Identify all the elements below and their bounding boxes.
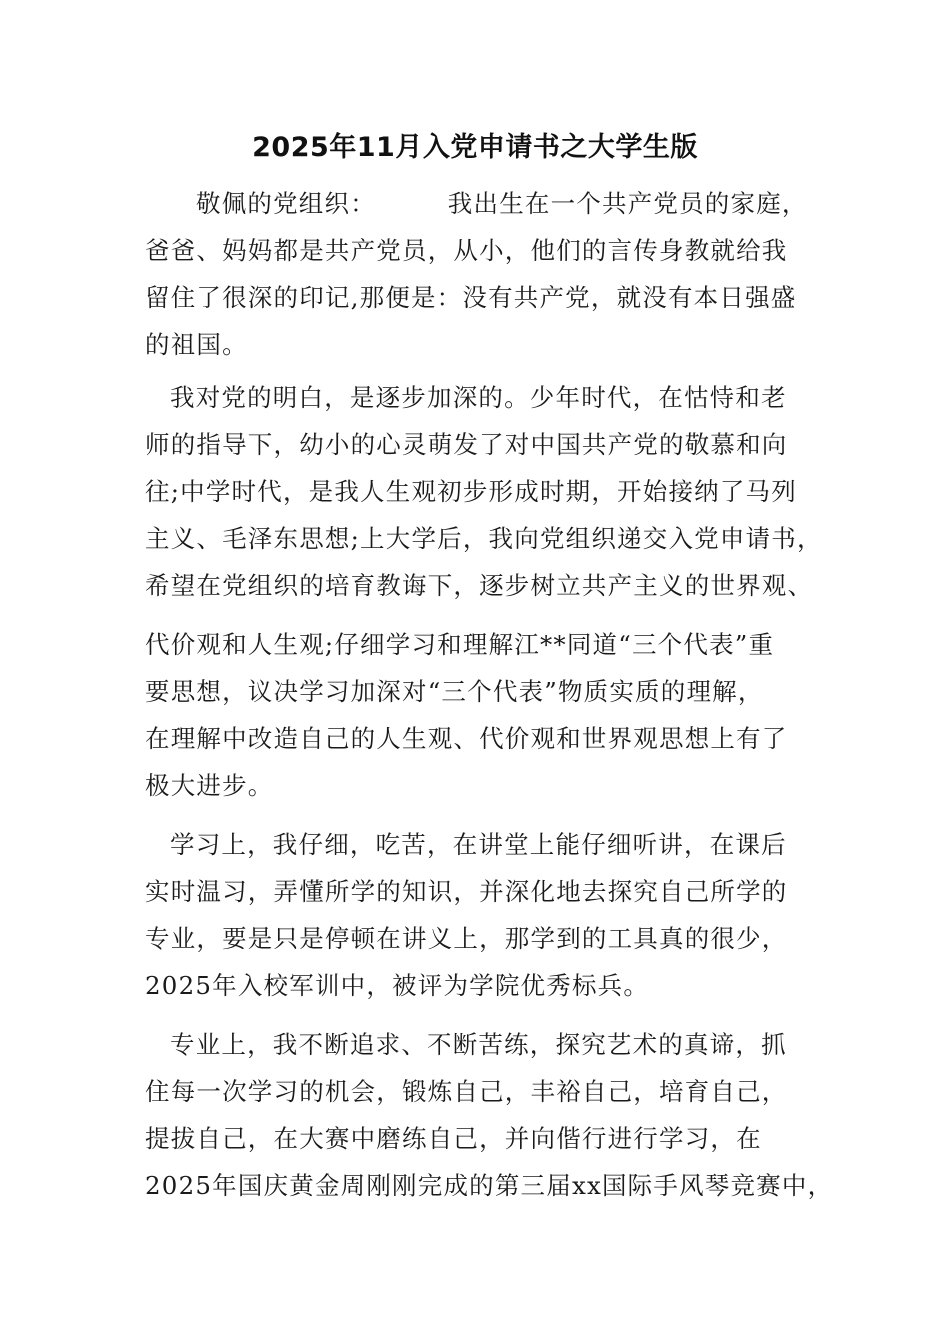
paragraph-line: 爸爸、妈妈都是共产党员，从小，他们的言传身教就给我	[145, 236, 788, 265]
paragraph-line: 提拔自己，在大赛中磨练自己，并向偕行进行学习，在	[145, 1124, 762, 1153]
paragraph-line: 敬佩的党组织： 我出生在一个共产党员的家庭，	[196, 189, 808, 218]
paragraph-line: 主义、毛泽东思想;上大学后，我向党组织递交入党申请书，	[145, 524, 823, 553]
paragraph-line: 留住了很深的印记,那便是：没有共产党，就没有本日强盛	[145, 283, 797, 312]
paragraph-line: 师的指导下，幼小的心灵萌发了对中国共产党的敬慕和向	[145, 430, 788, 459]
paragraph-line: 2025年国庆黄金周刚刚完成的第三届xx国际手风琴竞赛中，	[145, 1171, 834, 1200]
paragraph-line: 实时温习，弄懂所学的知识，并深化地去探究自己所学的	[145, 877, 788, 906]
paragraph-line: 希望在党组织的培育教诲下，逐步树立共产主义的世界观、	[145, 571, 814, 600]
paragraph-line: 往;中学时代，是我人生观初步形成时期，开始接纳了马列	[145, 477, 797, 506]
paragraph-line: 在理解中改造自己的人生观、代价观和世界观思想上有了	[145, 724, 788, 753]
paragraph-line: 我对党的明白，是逐步加深的。少年时代，在怙恃和老	[170, 383, 787, 412]
document-title: 2025年11月入党申请书之大学生版	[252, 132, 698, 163]
paragraph-line: 2025年入校军训中，被评为学院优秀标兵。	[145, 971, 650, 1000]
paragraph-line: 学习上，我仔细，吃苦，在讲堂上能仔细听讲，在课后	[170, 830, 787, 859]
paragraph-line: 要思想，议决学习加深对“三个代表”物质实质的理解，	[145, 677, 764, 706]
paragraph-line: 专业上，我不断追求、不断苦练，探究艺术的真谛，抓	[170, 1030, 787, 1059]
paragraph-line: 住每一次学习的机会，锻炼自己，丰裕自己，培育自己，	[145, 1077, 788, 1106]
paragraph-line: 的祖国。	[145, 330, 248, 359]
paragraph-line: 代价观和人生观;仔细学习和理解江**同道“三个代表”重	[145, 630, 775, 659]
paragraph-line: 极大进步。	[145, 771, 274, 800]
paragraph-line: 专业，要是只是停顿在讲义上，那学到的工具真的很少，	[145, 924, 788, 953]
